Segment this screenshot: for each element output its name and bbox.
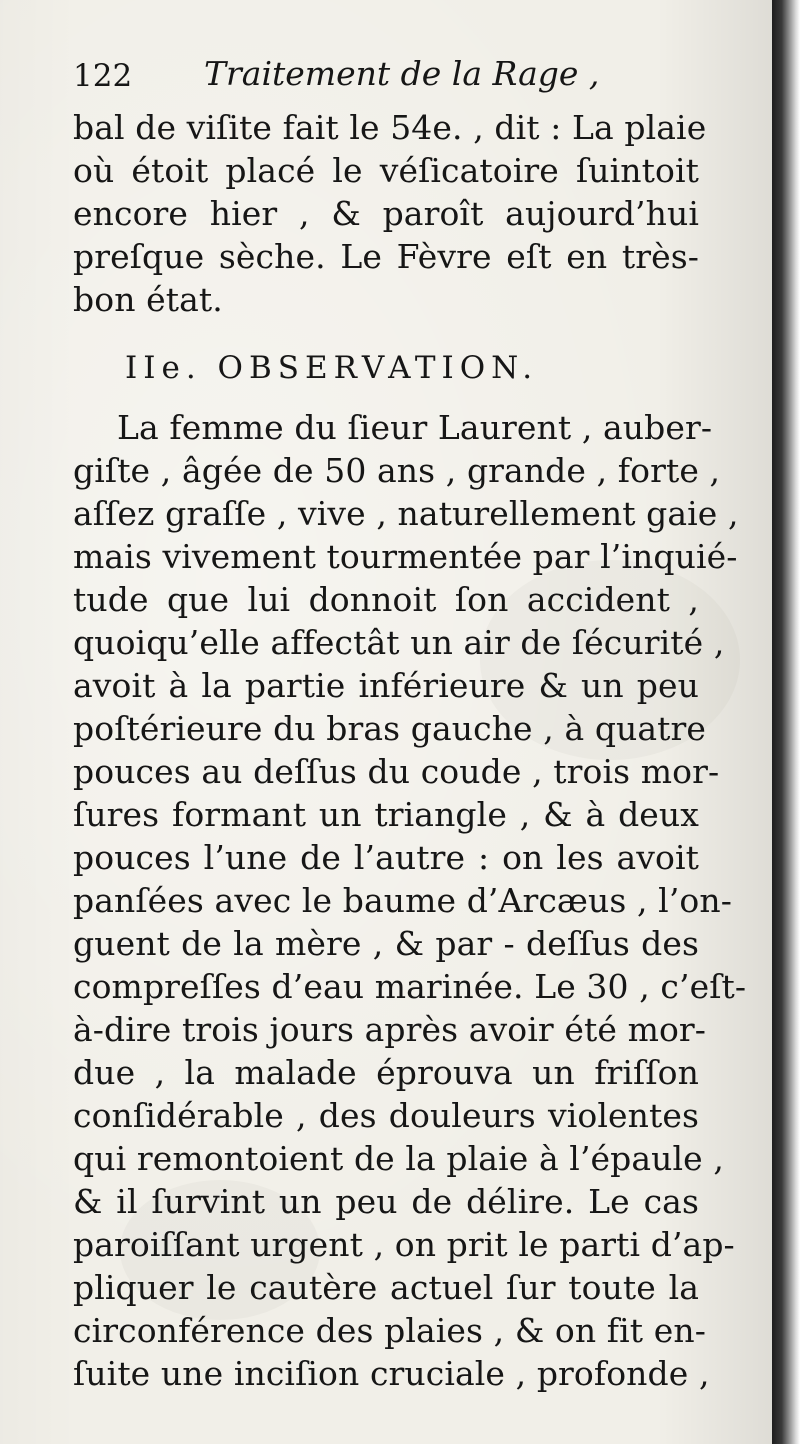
- text-line: mais vivement tourmentée par l’inquié-: [73, 537, 738, 576]
- text-line: panſées avec le baume d’Arcæus , l’on-: [73, 881, 732, 920]
- text-line: qui remontoient de la plaie à l’épaule ,: [73, 1139, 724, 1178]
- text-line: encore hier , & paroît aujourd’hui: [73, 194, 699, 233]
- running-header: [73, 48, 613, 104]
- text-line: paroiſſant urgent , on prit le parti d’ap-: [73, 1225, 735, 1264]
- text-line: à-dire trois jours après avoir été mor-: [73, 1010, 707, 1049]
- text-line: où étoit placé le véſicatoire ſuintoit: [73, 151, 699, 190]
- text-line: ſuite une inciſion cruciale , profonde ,: [73, 1354, 710, 1393]
- text-line: avoit à la partie inférieure & un peu: [73, 666, 699, 705]
- text-line: quoiqu’elle affectât un air de ſécurité ,: [73, 623, 725, 662]
- text-line: conſidérable , des douleurs violentes: [73, 1096, 699, 1135]
- book-gutter-shadow: [772, 0, 800, 1444]
- text-line: bal de viſite fait le 54e. , dit : La plaie: [73, 108, 707, 147]
- section-heading: IIe. OBSERVATION.: [125, 350, 539, 386]
- running-title: Traitement de la Rage ,: [204, 54, 600, 93]
- text-line: compreſſes d’eau marinée. Le 30 , c’eſt-: [73, 967, 747, 1006]
- text-line: preſque sèche. Le Fèvre eſt en très-: [73, 237, 699, 276]
- text-line: & il ſurvint un peu de délire. Le cas: [73, 1182, 699, 1221]
- text-line: pouces l’une de l’autre : on les avoit: [73, 838, 699, 877]
- text-line: poſtérieure du bras gauche , à quatre: [73, 709, 707, 748]
- text-line: due , la malade éprouva un friſſon: [73, 1053, 699, 1092]
- text-line: pliquer le cautère actuel ſur toute la: [73, 1268, 699, 1307]
- text-line: guent de la mère , & par - deſſus des: [73, 924, 699, 963]
- text-line: La femme du ſieur Laurent , auber-: [117, 408, 713, 447]
- text-line: pouces au deſſus du coude , trois mor-: [73, 752, 720, 791]
- text-line: tude que lui donnoit ſon accident ,: [73, 580, 699, 619]
- page-number: 122: [73, 58, 133, 94]
- text-line: giſte , âgée de 50 ans , grande , forte ,: [73, 451, 721, 490]
- text-line: ſures formant un triangle , & à deux: [73, 795, 699, 834]
- text-line: bon état.: [73, 280, 223, 319]
- text-line: aſſez graſſe , vive , naturellement gaie ,: [73, 494, 739, 533]
- text-line: circonférence des plaies , & on fit en-: [73, 1311, 706, 1350]
